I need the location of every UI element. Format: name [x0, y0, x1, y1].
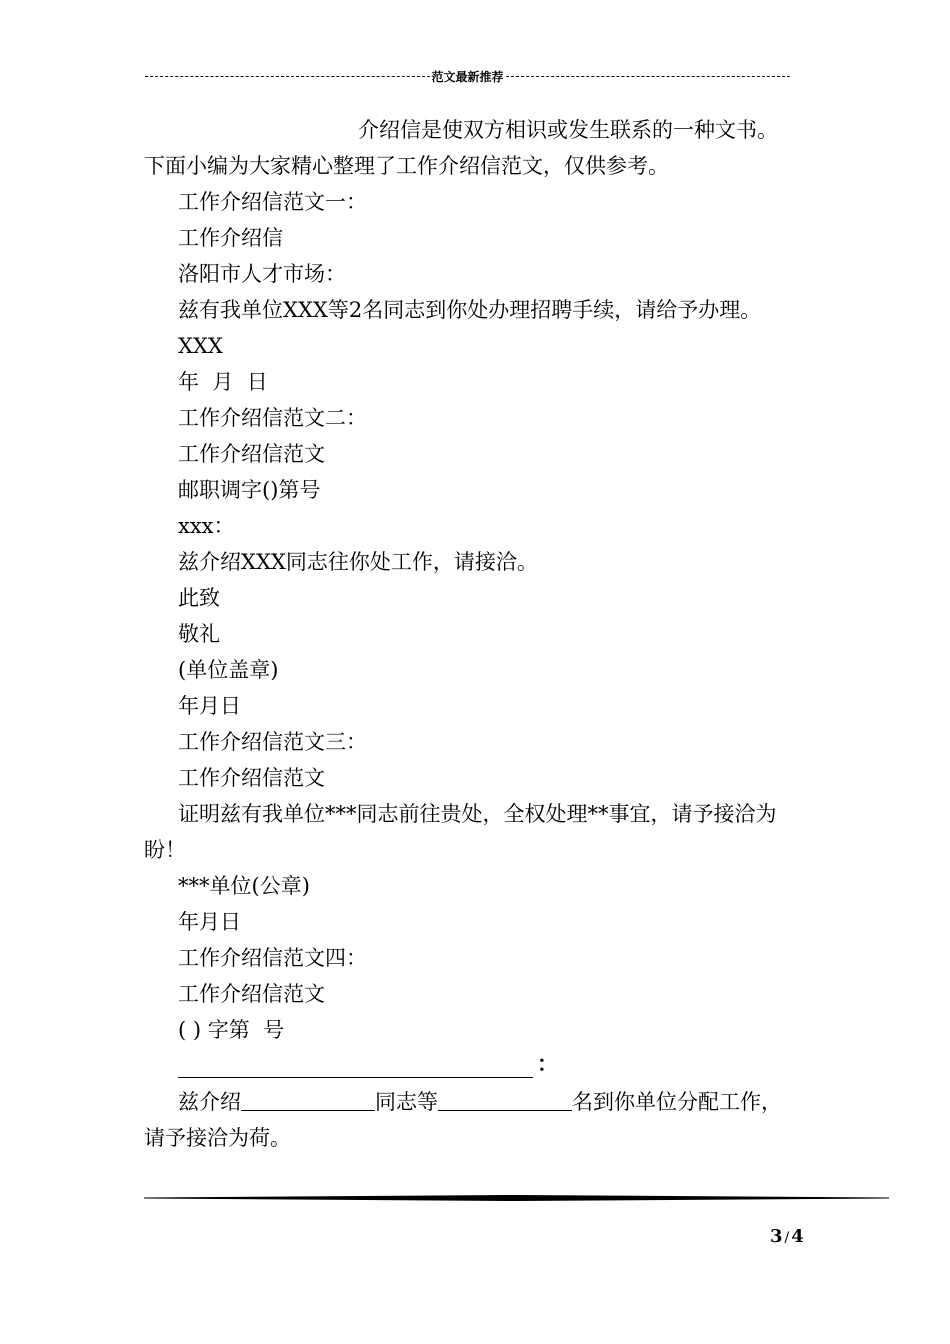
page-current: 3 — [770, 1226, 783, 1247]
header-dash-left — [145, 76, 430, 77]
recipient-colon: ： — [537, 1051, 558, 1076]
sample2-recipient: xxx： — [178, 514, 235, 538]
footer-divider — [144, 1195, 889, 1201]
sample2-closing-2: 敬礼 — [178, 622, 220, 646]
sample3-seal: ***单位(公章) — [178, 874, 310, 898]
sample2-heading: 工作介绍信范文二： — [178, 406, 367, 430]
page-number — [770, 1226, 804, 1247]
sample2-ref: 邮职调字()第号 — [178, 478, 321, 502]
sample3-heading: 工作介绍信范文三： — [178, 730, 367, 754]
sample3-body-line-1: 证明兹有我单位***同志前往贵处，全权处理**事宜，请予接洽为 — [178, 802, 777, 826]
sample2-closing-1: 此致 — [178, 586, 220, 610]
sample3-body-line-2: 盼！ — [144, 838, 186, 862]
sample1-body: 兹有我单位XXX等2名同志到你处办理招聘手续，请给予办理。 — [178, 298, 762, 322]
sample4-recipient-line — [144, 1048, 809, 1084]
header-dash-right — [506, 76, 791, 77]
sample3-date: 年月日 — [178, 910, 241, 934]
sample2-body: 兹介绍XXX同志往你处工作，请接洽。 — [178, 550, 538, 574]
intro-line-1: 介绍信是使双方相识或发生联系的一种文书。 — [358, 118, 778, 142]
document-body — [144, 112, 809, 1156]
sample4-body-line-1 — [144, 1084, 809, 1120]
sample2-seal: (单位盖章) — [178, 658, 279, 682]
sample1-title: 工作介绍信 — [178, 226, 283, 250]
sample1-recipient: 洛阳市人才市场： — [178, 262, 346, 286]
sample4-ref: ( ) 字第 号 — [178, 1018, 285, 1042]
header-title: 范文最新推荐 — [431, 69, 504, 84]
sample4-body-part-1: 兹介绍 — [178, 1090, 241, 1114]
sample4-body-line-2: 请予接洽为荷。 — [144, 1126, 291, 1150]
sample4-title: 工作介绍信范文 — [178, 982, 325, 1006]
sample4-heading: 工作介绍信范文四： — [178, 946, 367, 970]
sample2-date: 年月日 — [178, 694, 241, 718]
sample4-body-part-2: 同志等 — [375, 1090, 438, 1114]
page-total: 4 — [791, 1226, 804, 1247]
count-blank — [438, 1088, 572, 1111]
recipient-blank — [178, 1055, 533, 1078]
page-separator: / — [784, 1230, 790, 1246]
sample3-title: 工作介绍信范文 — [178, 766, 325, 790]
sample1-signer: XXX — [178, 334, 223, 358]
name-blank — [241, 1088, 375, 1111]
intro-line-2: 下面小编为大家精心整理了工作介绍信范文，仅供参考。 — [144, 154, 669, 178]
page-header — [145, 66, 790, 86]
sample2-title: 工作介绍信范文 — [178, 442, 325, 466]
sample1-heading: 工作介绍信范文一： — [178, 190, 367, 214]
sample1-date: 年 月 日 — [178, 370, 268, 394]
sample4-body-part-3: 名到你单位分配工作， — [572, 1090, 782, 1114]
